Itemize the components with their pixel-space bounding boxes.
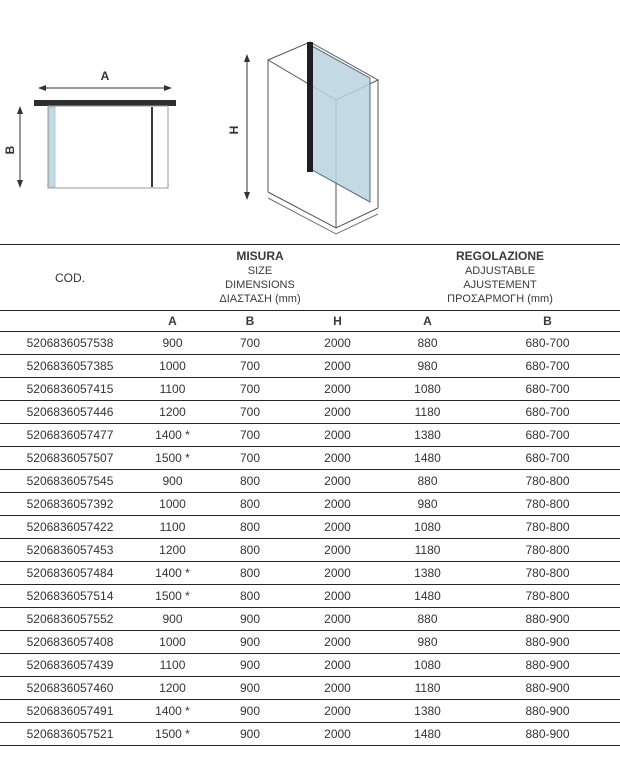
table-cell: 2000	[295, 355, 380, 378]
table-cell: 900	[140, 470, 205, 493]
table-cell: 900	[205, 677, 295, 700]
product-code-cell: 5206836057507	[0, 447, 140, 470]
table-cell: 780-800	[475, 470, 620, 493]
table-cell: 1000	[140, 631, 205, 654]
product-code-cell: 5206836057439	[0, 654, 140, 677]
table-cell: 700	[205, 332, 295, 355]
table-cell: 1380	[380, 424, 475, 447]
table-cell: 680-700	[475, 378, 620, 401]
table-cell: 1400 *	[140, 562, 205, 585]
table-cell: 880-900	[475, 654, 620, 677]
table-cell: 1400 *	[140, 424, 205, 447]
size-group-title: MISURA	[236, 249, 284, 263]
table-cell: 800	[205, 585, 295, 608]
table-row	[0, 401, 620, 424]
table-cell: 800	[205, 516, 295, 539]
table-cell: 780-800	[475, 562, 620, 585]
table-cell: 1380	[380, 562, 475, 585]
table-cell: 700	[205, 378, 295, 401]
plan-view-diagram	[3, 69, 176, 188]
table-cell: 1400 *	[140, 700, 205, 723]
table-cell: 1500 *	[140, 723, 205, 746]
table-cell: 1000	[140, 355, 205, 378]
table-cell: 1480	[380, 585, 475, 608]
product-code-cell: 5206836057538	[0, 332, 140, 355]
size-group-line-fr: DIMENSIONS	[225, 279, 295, 291]
table-cell: 880-900	[475, 631, 620, 654]
table-cell: 900	[205, 723, 295, 746]
table-cell: 680-700	[475, 401, 620, 424]
drawings-svg	[0, 0, 620, 244]
table-cell: 1500 *	[140, 447, 205, 470]
dimension-label-b: B	[3, 145, 17, 155]
table-cell: 680-700	[475, 332, 620, 355]
table-cell: 800	[205, 562, 295, 585]
product-code-cell: 5206836057422	[0, 516, 140, 539]
technical-drawings	[0, 0, 620, 244]
subheader-size-a: A	[140, 311, 205, 332]
dimension-label-h: H	[227, 125, 241, 135]
table-cell: 680-700	[475, 447, 620, 470]
table-cell: 900	[205, 631, 295, 654]
table-cell: 780-800	[475, 585, 620, 608]
table-cell: 2000	[295, 332, 380, 355]
table-row	[0, 355, 620, 378]
table-cell: 900	[205, 700, 295, 723]
table-cell: 2000	[295, 539, 380, 562]
table-cell: 900	[205, 608, 295, 631]
table-cell: 1080	[380, 378, 475, 401]
product-code-cell: 5206836057460	[0, 677, 140, 700]
table-cell: 880-900	[475, 723, 620, 746]
table-cell: 780-800	[475, 516, 620, 539]
subheader-empty	[0, 311, 140, 332]
table-cell: 800	[205, 470, 295, 493]
table-cell: 800	[205, 493, 295, 516]
table-cell: 1080	[380, 516, 475, 539]
product-code-cell: 5206836057392	[0, 493, 140, 516]
perspective-diagram	[227, 42, 378, 234]
group-header-row	[0, 245, 620, 311]
table-cell: 980	[380, 355, 475, 378]
wall-profile-top	[34, 100, 176, 106]
table-cell: 2000	[295, 493, 380, 516]
product-code-cell: 5206836057446	[0, 401, 140, 424]
table-row	[0, 470, 620, 493]
table-row	[0, 424, 620, 447]
table-cell: 2000	[295, 424, 380, 447]
table-cell: 1500 *	[140, 585, 205, 608]
adjust-group-line-en: ADJUSTABLE	[464, 265, 536, 277]
table-cell: 900	[140, 608, 205, 631]
table-cell: 2000	[295, 585, 380, 608]
product-code-cell: 5206836057484	[0, 562, 140, 585]
table-row	[0, 631, 620, 654]
product-code-cell: 5206836057408	[0, 631, 140, 654]
table-cell: 1100	[140, 654, 205, 677]
table-row	[0, 332, 620, 355]
table-cell: 1100	[140, 516, 205, 539]
product-code-cell: 5206836057453	[0, 539, 140, 562]
table-cell: 1000	[140, 493, 205, 516]
table-cell: 980	[380, 493, 475, 516]
glass-strip-plan	[49, 107, 55, 187]
dimension-label-a: A	[100, 69, 110, 83]
table-cell: 2000	[295, 608, 380, 631]
table-cell: 880	[380, 470, 475, 493]
table-cell: 780-800	[475, 493, 620, 516]
table-cell: 700	[205, 401, 295, 424]
table-body	[0, 332, 620, 746]
table-row	[0, 562, 620, 585]
table-cell: 680-700	[475, 424, 620, 447]
table-cell: 1080	[380, 654, 475, 677]
table-cell: 1480	[380, 447, 475, 470]
product-code-cell: 5206836057552	[0, 608, 140, 631]
table-cell: 880-900	[475, 677, 620, 700]
subheader-adjust-a: A	[380, 311, 475, 332]
group-header-size	[140, 245, 380, 311]
subheader-row	[0, 311, 620, 332]
table-cell: 2000	[295, 562, 380, 585]
table-cell: 2000	[295, 677, 380, 700]
subheader-adjust-b: B	[475, 311, 620, 332]
table-cell: 700	[205, 424, 295, 447]
table-cell: 1180	[380, 539, 475, 562]
table-cell: 1180	[380, 677, 475, 700]
table-row	[0, 585, 620, 608]
table-cell: 880	[380, 608, 475, 631]
table-cell: 1100	[140, 378, 205, 401]
table-row	[0, 447, 620, 470]
size-group-line-gr: ΔΙΑΣΤΑΣΗ (mm)	[219, 293, 301, 305]
table-cell: 800	[205, 539, 295, 562]
adjust-group-line-gr: ΠΡΟΣΑΡΜΟΓΗ (mm)	[447, 293, 553, 305]
table-row	[0, 516, 620, 539]
table-cell: 2000	[295, 700, 380, 723]
table-cell: 880-900	[475, 700, 620, 723]
table-cell: 1200	[140, 677, 205, 700]
adjust-group-line-fr: AJUSTEMENT	[463, 279, 537, 291]
group-header-adjustable	[380, 245, 620, 311]
table-cell: 880	[380, 332, 475, 355]
table-row	[0, 677, 620, 700]
table-cell: 1180	[380, 401, 475, 424]
table-cell: 1200	[140, 539, 205, 562]
table-header	[0, 245, 620, 332]
table-cell: 2000	[295, 401, 380, 424]
table-cell: 2000	[295, 447, 380, 470]
table-cell: 2000	[295, 723, 380, 746]
table-row	[0, 723, 620, 746]
subheader-size-b: B	[205, 311, 295, 332]
product-code-cell: 5206836057545	[0, 470, 140, 493]
tray-outline	[48, 106, 168, 188]
table-cell: 1200	[140, 401, 205, 424]
table-cell: 980	[380, 631, 475, 654]
table-cell: 2000	[295, 516, 380, 539]
table-cell: 2000	[295, 631, 380, 654]
table-cell: 900	[140, 332, 205, 355]
product-code-cell: 5206836057491	[0, 700, 140, 723]
table-cell: 900	[205, 654, 295, 677]
table-cell: 2000	[295, 378, 380, 401]
product-code-cell: 5206836057514	[0, 585, 140, 608]
table-cell: 680-700	[475, 355, 620, 378]
table-cell: 700	[205, 355, 295, 378]
product-code-cell: 5206836057521	[0, 723, 140, 746]
product-code-cell: 5206836057415	[0, 378, 140, 401]
wall-profile-3d	[307, 42, 313, 172]
table-cell: 1380	[380, 700, 475, 723]
col-header-cod: COD.	[0, 245, 140, 311]
table-row	[0, 539, 620, 562]
spec-table	[0, 244, 620, 746]
table-cell: 780-800	[475, 539, 620, 562]
subheader-size-h: H	[295, 311, 380, 332]
glass-panel	[312, 46, 370, 202]
adjust-group-title: REGOLAZIONE	[456, 249, 545, 263]
table-cell: 700	[205, 447, 295, 470]
size-group-line-en: SIZE	[247, 265, 273, 277]
product-code-cell: 5206836057385	[0, 355, 140, 378]
table-row	[0, 378, 620, 401]
table-row	[0, 700, 620, 723]
table-cell: 2000	[295, 654, 380, 677]
table-cell: 880-900	[475, 608, 620, 631]
table-row	[0, 608, 620, 631]
table-row	[0, 654, 620, 677]
table-cell: 2000	[295, 470, 380, 493]
product-code-cell: 5206836057477	[0, 424, 140, 447]
table-cell: 1480	[380, 723, 475, 746]
table-row	[0, 493, 620, 516]
